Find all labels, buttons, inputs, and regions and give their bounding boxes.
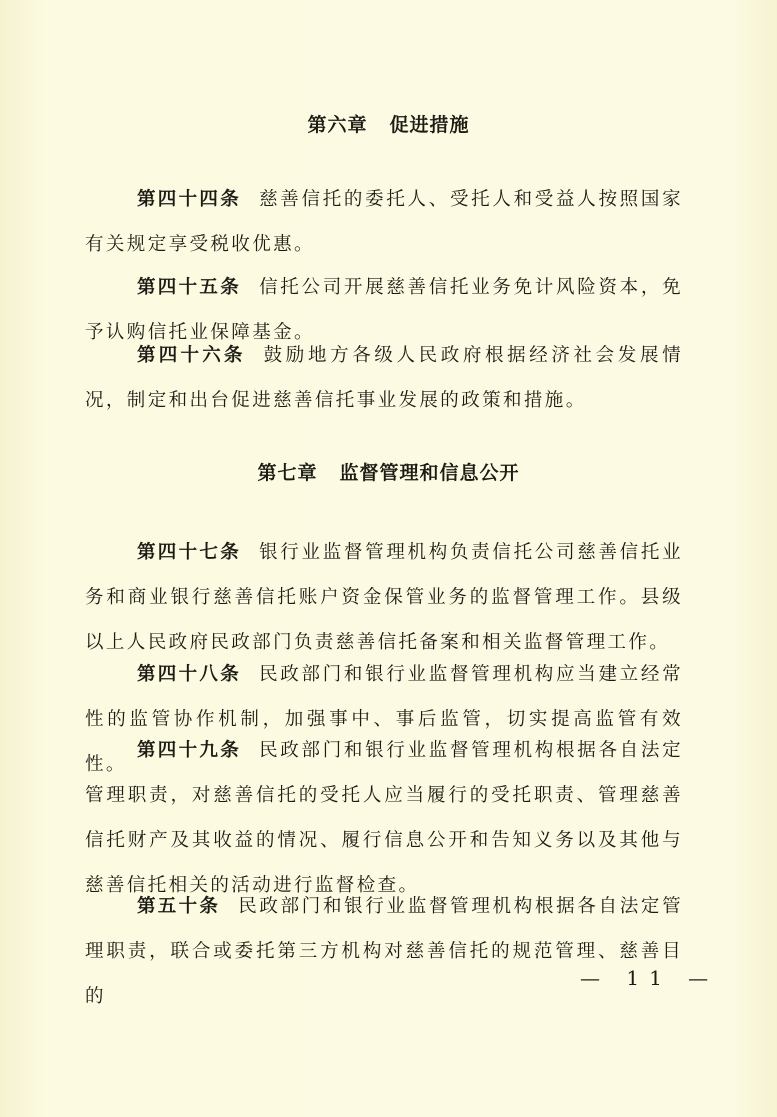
article-49-number: 第四十九条 [137,740,242,761]
article-46-text: 鼓励地方各级人民政府根据经济社会发展情况，制定和出台促进慈善信托事业发展的政策和措施。 [85,345,683,411]
page-number: — 11 — [580,966,719,990]
article-49-text: 民政部门和银行业监督管理机构根据各自法定管理职责，对慈善信托的受托人应当履行的受托职责、管理慈善信托财产及其收益的情况、履行信息公开和告知义务以及其他与慈善信托相关的活动进行监督检查。 [85,740,683,896]
article-48-number: 第四十八条 [137,664,242,685]
article-44 [85,177,683,267]
chapter-6-heading [0,110,777,137]
article-45-text: 信托公司开展慈善信托业务免计风险资本，免予认购信托业保障基金。 [85,277,683,343]
article-48-text: 民政部门和银行业监督管理机构应当建立经常性的监管协作机制，加强事中、事后监管，切实提高监管有效性。 [85,664,683,775]
article-49 [85,728,683,908]
chapter-7-number: 第七章 [257,462,318,484]
article-46 [85,333,683,423]
article-50-number: 第五十条 [137,896,221,917]
article-44-number: 第四十四条 [137,189,242,210]
article-45-number: 第四十五条 [137,277,242,298]
chapter-7-heading [0,458,777,485]
article-44-text: 慈善信托的委托人、受托人和受益人按照国家有关规定享受税收优惠。 [85,189,683,255]
article-47-text: 银行业监督管理机构负责信托公司慈善信托业务和商业银行慈善信托账户资金保管业务的监督管理工作。县级以上人民政府民政部门负责慈善信托备案和相关监督管理工作。 [85,542,683,653]
article-50 [85,884,683,1019]
article-47-number: 第四十七条 [137,542,242,563]
article-47 [85,530,683,665]
chapter-6-title: 促进措施 [389,114,470,136]
article-50-text: 民政部门和银行业监督管理机构根据各自法定管理职责，联合或委托第三方机构对慈善信托的规范管理、慈善目的 [85,896,683,1007]
chapter-6-number: 第六章 [307,114,368,136]
article-46-number: 第四十六条 [137,345,246,366]
chapter-7-title: 监督管理和信息公开 [339,462,520,484]
